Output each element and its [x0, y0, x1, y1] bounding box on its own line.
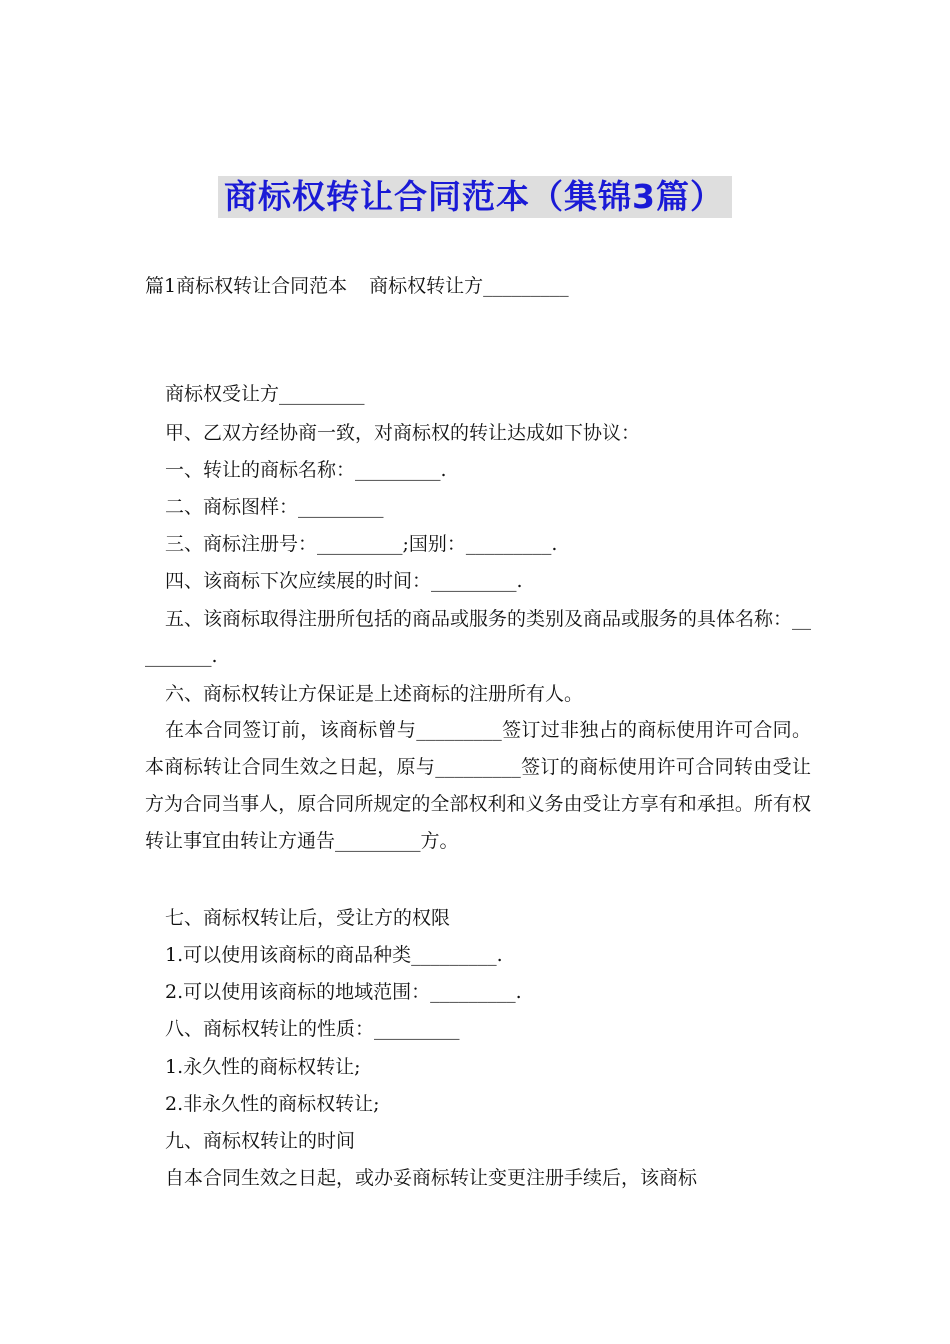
paragraph-clause-7-item-2: 2.可以使用该商标的地域范围：_________. [165, 981, 522, 1003]
paragraph-license-note: 在本合同签订前，该商标曾与_________签订过非独占的商标使用许可合同。本商标转让合同生效之日起，原与_________签订的商标使用许可合同转由受让方为合同当事人，原合同所规定的全部权利和义务由受让方享有和承担。所有权转让事宜由转让方通告_________方。 [145, 719, 811, 852]
section-header-line [145, 268, 811, 305]
paragraph-clause-9-body: 自本合同生效之日起，或办妥商标转让变更注册手续后，该商标 [165, 1167, 698, 1189]
paragraph-clause-6: 六、商标权转让方保证是上述商标的注册所有人。 [165, 683, 584, 705]
document-title: 商标权转让合同范本（集锦3篇） [218, 176, 732, 218]
paragraph-transferee: 商标权受让方_________ [165, 383, 365, 405]
transferor-field: 商标权转让方_________ [369, 275, 569, 297]
paragraph-agreement-intro: 甲、乙双方经协商一致，对商标权的转让达成如下协议： [165, 422, 641, 444]
paragraph-clause-3: 三、商标注册号：_________;国别：_________. [165, 533, 558, 555]
section-heading: 篇1商标权转让合同范本 [145, 275, 348, 297]
title-container [0, 176, 950, 218]
paragraph-clause-7-item-1: 1.可以使用该商标的商品种类_________. [165, 944, 503, 966]
paragraph-clause-8-item-2: 2.非永久性的商标权转让; [165, 1093, 380, 1115]
paragraph-clause-9: 九、商标权转让的时间 [165, 1130, 356, 1152]
paragraph-clause-5: 五、该商标取得注册所包括的商品或服务的类别及商品或服务的具体名称：_________. [145, 608, 812, 667]
paragraph-clause-2: 二、商标图样：_________ [165, 496, 384, 518]
paragraph-clause-4: 四、该商标下次应续展的时间：_________. [165, 570, 523, 592]
paragraph-clause-8: 八、商标权转让的性质：_________ [165, 1018, 460, 1040]
paragraph-clause-8-item-1: 1.永久性的商标权转让; [165, 1056, 361, 1078]
paragraph-clause-1: 一、转让的商标名称：_________. [165, 459, 447, 481]
paragraph-clause-7: 七、商标权转让后，受让方的权限 [165, 907, 451, 929]
